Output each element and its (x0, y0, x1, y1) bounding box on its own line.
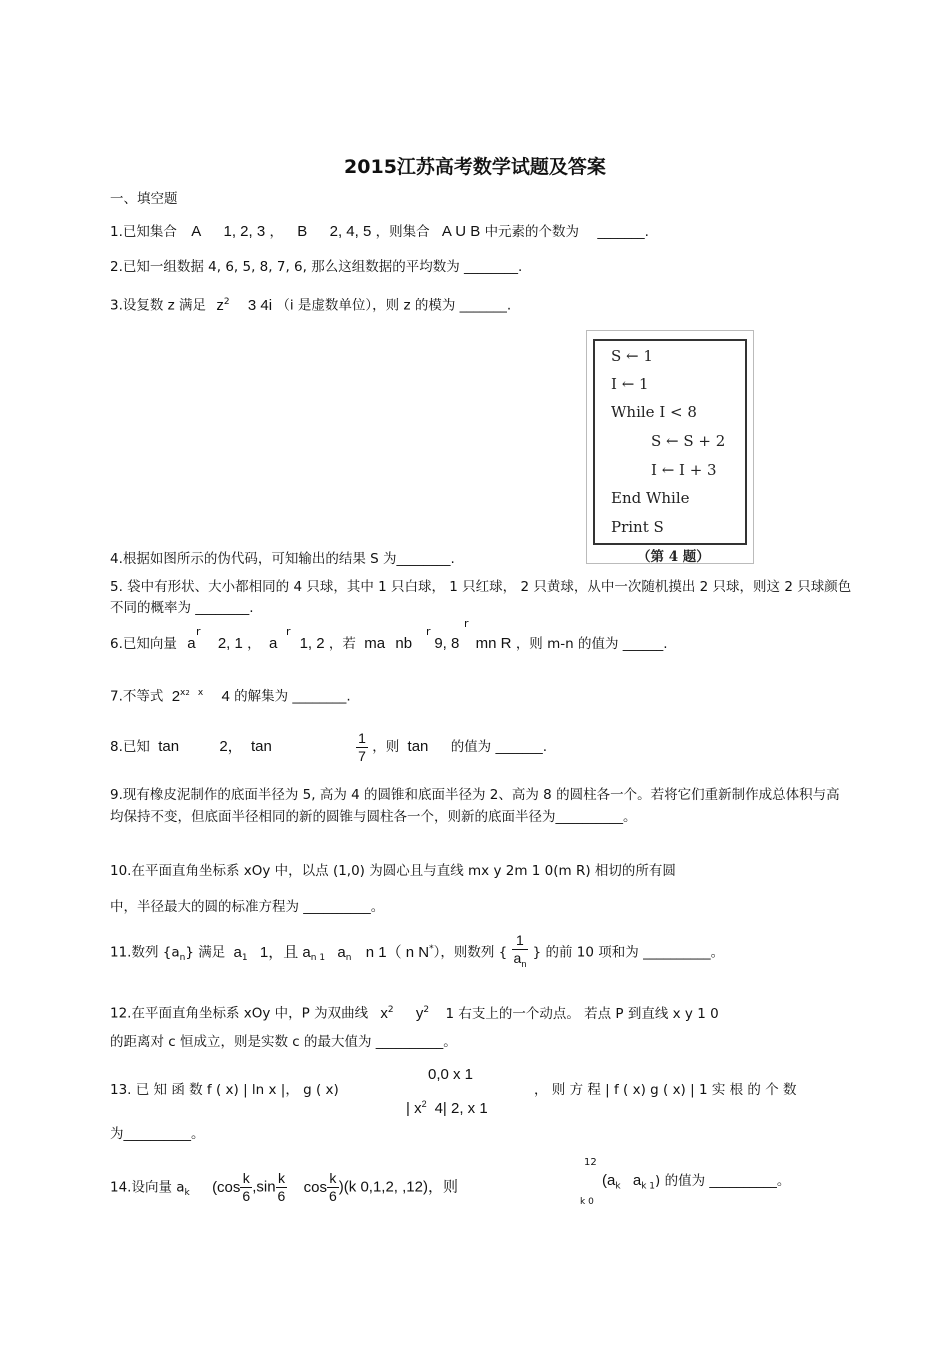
question-7: 7.不等式 $2^{x2}$ $^x$ 4 的解集为 ________. (110, 687, 351, 705)
question-8: 8.已知 tan 2， tan $\frac{1}{7}$ ，则 tan 的值为 _______. (110, 729, 548, 764)
code-line: S ← S + 2 (651, 432, 726, 450)
question-9: 9.现有橡皮泥制作的底面半径为 5, 高为 4 的圆锥和底面半径为 2、高为 8 的圆柱各一个。若将它们重新制作成总体积与高均保持不变，但底面半径相同的新的圆锥与圆柱各一个，则新的底面半径为__________。 (110, 787, 840, 825)
code-line: While I < 8 (611, 403, 697, 421)
question-13: 13. 已 知 函 数 f ( x) | ln x |， g ( x) 0,0 x 1 | $x^2$ 4| 2, x 1 ， 则 方 程 | f ( x) g ( x) | 1 实 根 的 个 数 (110, 1066, 797, 1117)
question-3: 3.设复数 z 满足 $z^2$ 3 4i （i 是虚数单位），则 z 的模为 _______. (110, 296, 512, 314)
code-line: Print S (611, 518, 664, 536)
question-1: 1.已知集合 A 1, 2, 3 ， B 2, 4, 5 ，则集合 A U B 中元素的个数为 _______. (110, 223, 649, 240)
question-5: 5. 袋中有形状、大小都相同的 4 只球，其中 1 只白球， 1 只红球， 2 只黄球，从中一次随机摸出 2 只球，则这 2 只球颜色不同的概率为 ________. (110, 579, 852, 616)
code-line: I ← I + 3 (651, 461, 717, 479)
section-heading: 一、填空题 (110, 191, 178, 207)
code-line: End While (611, 489, 690, 507)
code-line: I ← 1 (611, 375, 649, 393)
question-2: 2.已知一组数据 4, 6, 5, 8, 7, 6, 那么这组数据的平均数为 ________. (110, 259, 523, 275)
question-4: 4.根据如图所示的伪代码，可知输出的结果 S 为________. (110, 551, 455, 567)
question-10-cont: 中，半径最大的圆的标准方程为 __________。 (110, 899, 385, 915)
question-14: 14.设向量 $a_k$ (cos $\frac{k}{6}$ ,sin $\frac{k}{6}$ cos $\frac{k}{6}$ )(k 0,1,2, ,12)，则 12 k 0 ($a_k$ $a_{k 1}$) 的值为 __________。 (110, 1157, 791, 1207)
pseudocode-figure (586, 330, 754, 564)
question-13-cont: 为__________。 (110, 1126, 205, 1142)
question-11: 11.数列 $\{a_n\}$ 满足 $a_1$ 1，且 $a_{n 1}$ $a_n$ n 1（ n N*），则数列 { $\frac{1}{a_n}$ } 的前 10 项和为 __________。 (110, 932, 725, 969)
code-line: S ← 1 (611, 347, 653, 365)
figure-caption: （第 4 题） (637, 549, 710, 565)
question-12-cont: 的距离对 c 恒成立，则是实数 c 的最大值为 __________。 (110, 1034, 457, 1050)
page-title: 2015江苏高考数学试题及答案 (344, 156, 606, 178)
question-10: 10.在平面直角坐标系 xOy 中，以点 (1,0) 为圆心且与直线 mx y 2m 1 0(m R) 相切的所有圆 (110, 863, 676, 879)
question-12: 12.在平面直角坐标系 xOy 中，P 为双曲线 $x^2$ $y^2$ 1 右支上的一个动点。 若点 P 到直线 x y 1 0 (110, 1004, 719, 1022)
